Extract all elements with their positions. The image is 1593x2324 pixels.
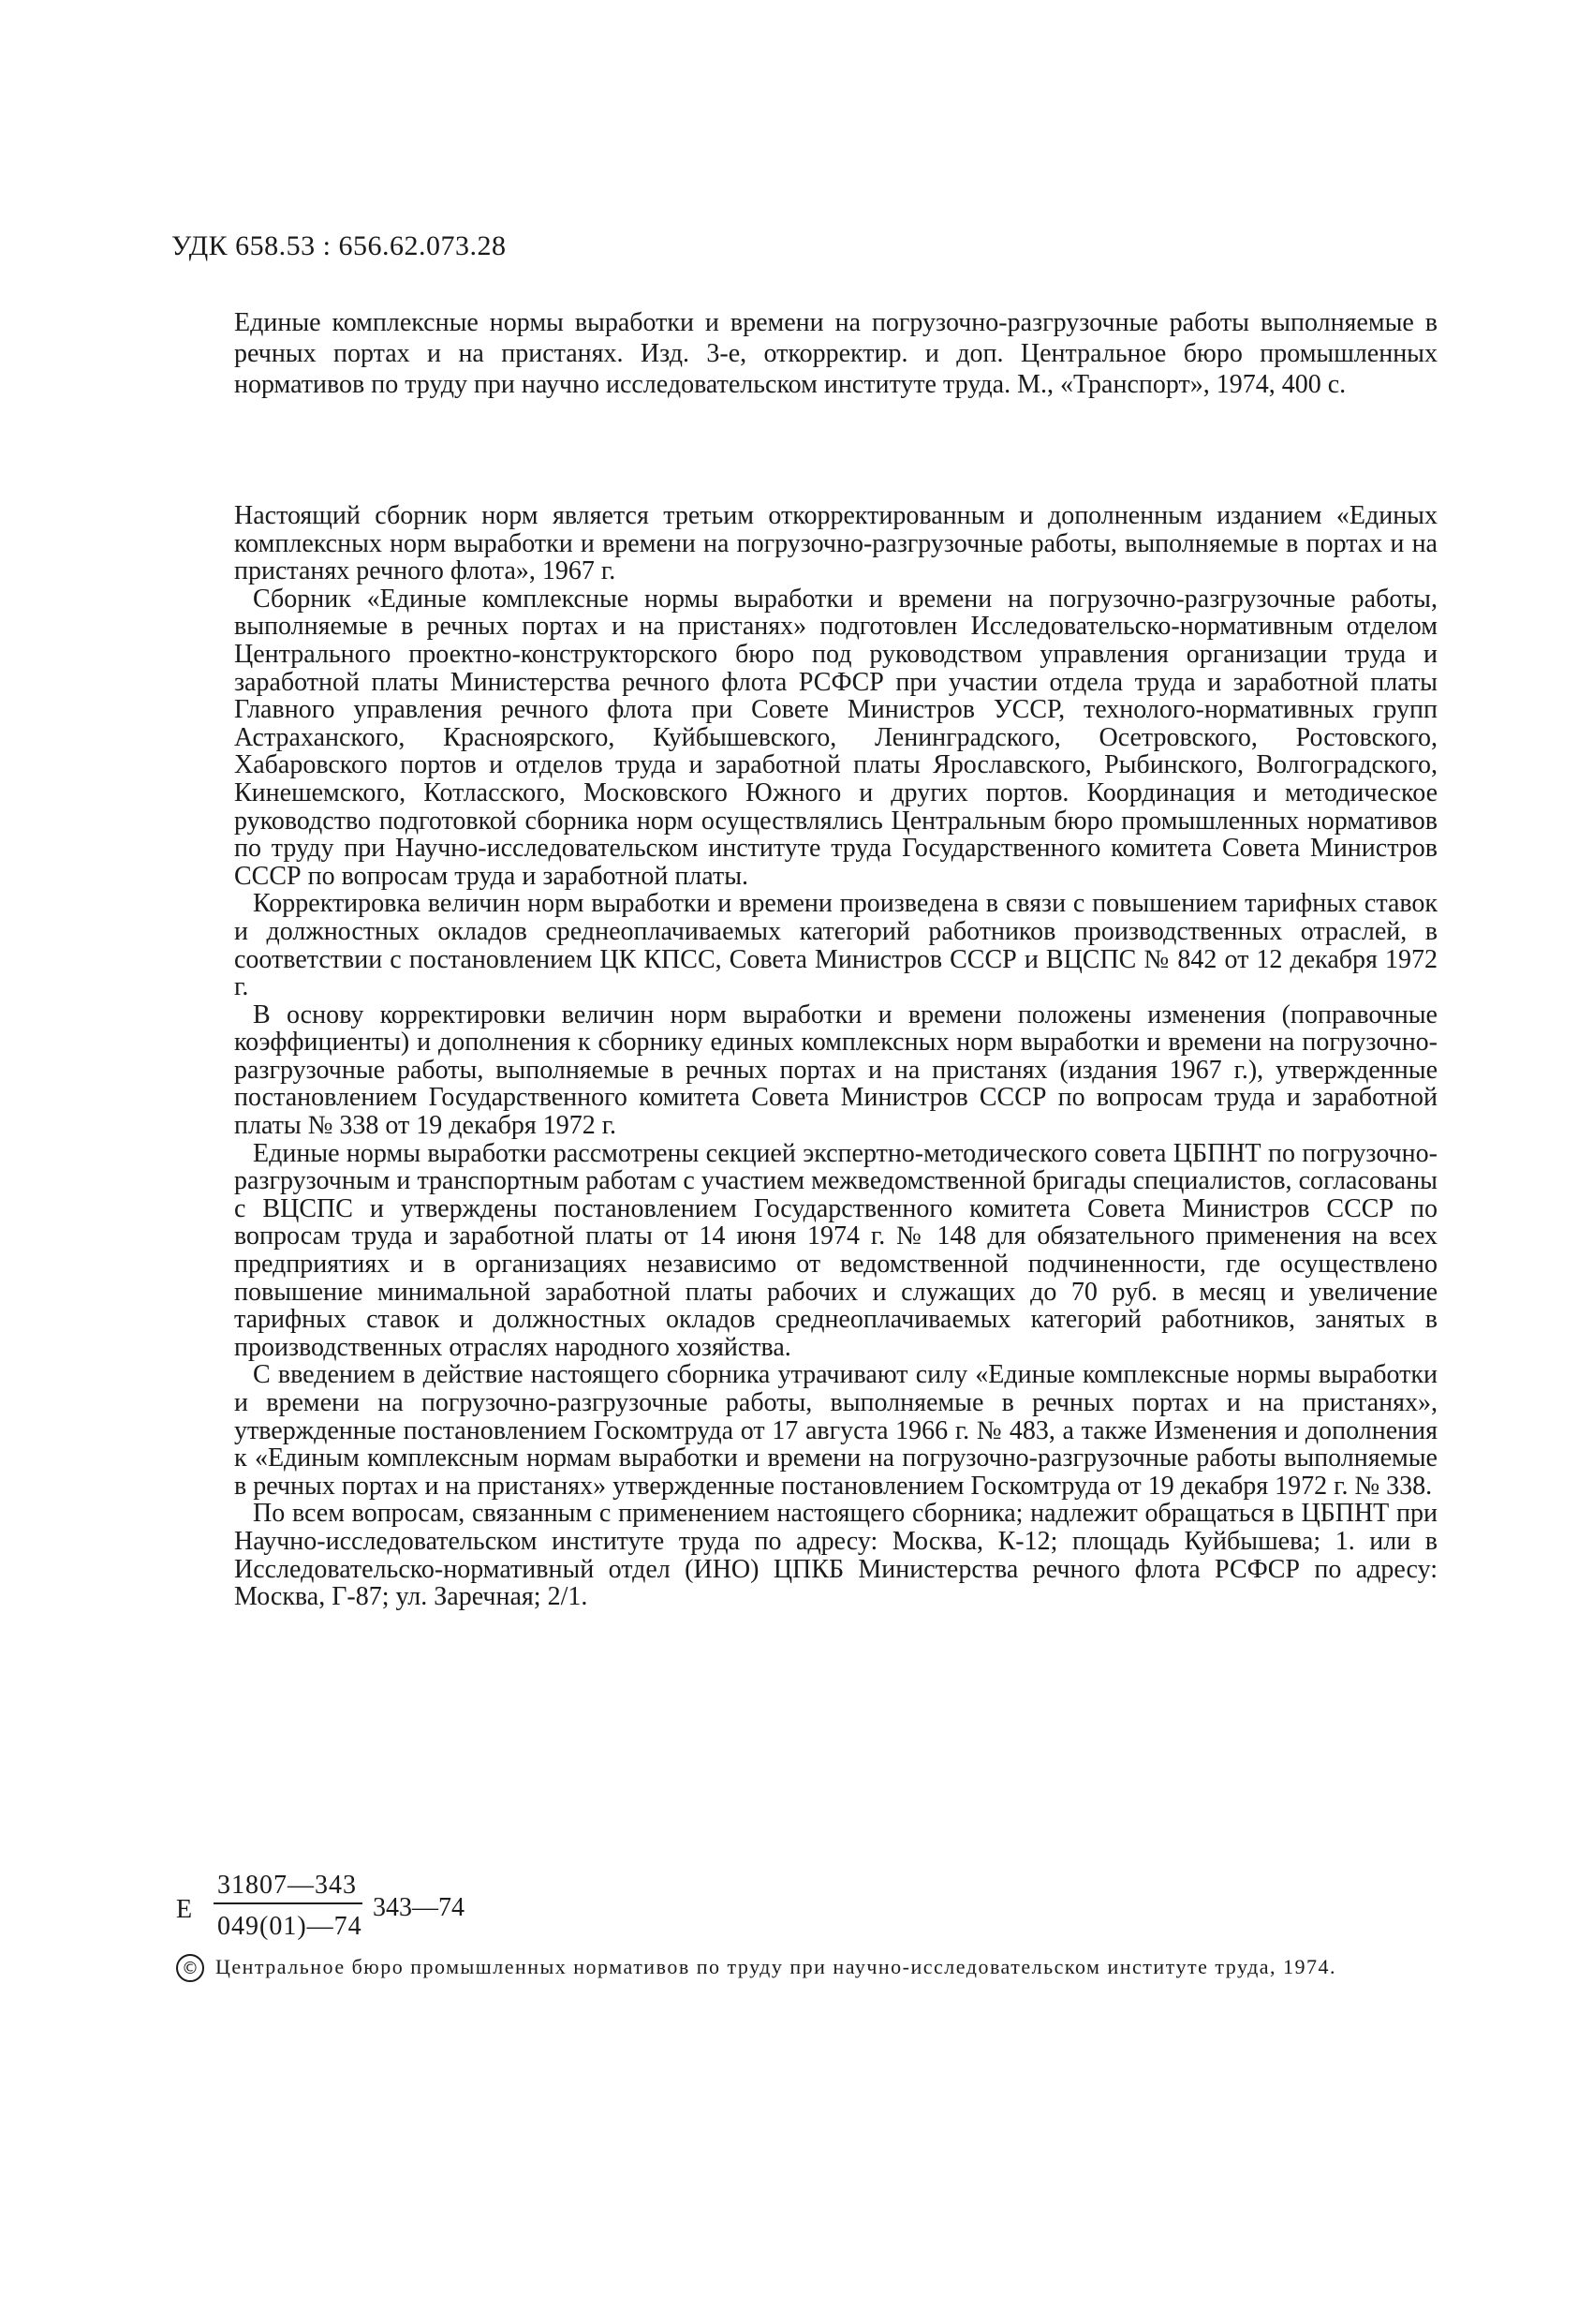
annotation-paragraph: По всем вопросам, связанным с применением настоящего сборника; надлежит обращаться в ЦБПНТ при Научно-исследовательском институте труда по адресу: Москва, К-12; площадь Куйбышева; 1. или в Исследовательско-нормативный отдел (ИНО) ЦПКБ Министерства речного флота РСФСР по адресу: Москва, Г-87; ул. Заречная; 2/1. [234, 1499, 1438, 1612]
annotation-paragraph: Корректировка величин норм выработки и времени произведена в связи с повышением тарифных ставок и должностных окладов среднеоплачиваемых категорий работников производственных отраслей, в соответствии с постановлением ЦК КПСС, Совета Министров СССР и ВЦСПС № 842 от 12 декабря 1972 г. [234, 889, 1438, 1002]
publication-code [176, 1871, 551, 1955]
annotation-paragraph: Сборник «Единые комплексные нормы выработки и времени на погрузочно-разгрузочные работы, выполняемые в речных портах и на пристанях» подготовлен Исследовательско-нормативным отделом Центрального проектно-конструкторского бюро под руководством управления организации труда и заработной платы Министерства речного флота РСФСР при участии отдела труда и заработной платы Главного управления речного флота при Совете Министров УССР, технолого-нормативных групп Астраханского, Красноярского, Куйбышевского, Ленинградского, Осетровского, Ростовского, Хабаровского портов и отделов труда и заработной платы Ярославского, Рыбинского, Волгоградского, Кинешемского, Котласского, Московского Южного и других портов. Координация и методическое руководство подготовкой сборника норм осуществлялись Центральным бюро промышленных нормативов по труду при Научно-исследовательском институте труда Государственного комитета Совета Министров СССР по вопросам труда и заработной платы. [234, 584, 1438, 891]
annotation-paragraph: С введением в действие настоящего сборника утрачивают силу «Единые комплексные нормы выработки и времени на погрузочно-разгрузочные работы, выполняемые в речных портах и на пристанях», утвержденные постановлением Госкомтруда от 17 августа 1966 г. № 483, а также Изменения и дополнения к «Единым комплексным нормам выработки и времени на погрузочно-разгрузочные работы выполняемые в речных портах и на пристанях» утвержденные постановлением Госкомтруда от 19 декабря 1972 г. № 338. [234, 1360, 1438, 1501]
udk-classification: УДК 658.53 : 656.62.073.28 [171, 230, 507, 261]
annotation-paragraph: В основу корректировки величин норм выработки и времени положены изменения (поправочные коэффициенты) и дополнения к сборнику единых комплексных норм выработки и времени на погрузочно-разгрузочные работы, выполняемые в речных портах и на пристанях (издания 1967 г.), утвержденные постановлением Государственного комитета Совета Министров СССР по вопросам труда и заработной платы № 338 от 19 декабря 1972 г. [234, 999, 1438, 1141]
code-suffix: 343—74 [373, 1893, 465, 1922]
copyright-icon: © [176, 1954, 204, 1982]
annotation-paragraph: Настоящий сборник норм является третьим откорректированным и дополненным изданием «Единых комплексных норм выработки и времени на погрузочно-разгрузочные работы, выполняемые в портах и на пристанях речного флота», 1967 г. [234, 501, 1438, 586]
code-numerator: 31807—343 [214, 1871, 362, 1904]
annotation-paragraph: Единые нормы выработки рассмотрены секцией экспертно-методического совета ЦБПНТ по погрузочно-разгрузочным и транспортным работам с участием межведомственной бригады специалистов, согласованы с ВЦСПС и утверждены постановлением Государственного комитета Совета Министров СССР по вопросам труда и заработной платы от 14 июня 1974 г. № 148 для обязательного применения на всех предприятиях и в организациях независимо от ведомственной подчиненности, где осуществлено повышение минимальной заработной платы рабочих и служащих до 70 руб. в месяц и увеличение тарифных ставок и должностных окладов среднеоплачиваемых категорий работников, занятых в производственных отраслях народного хозяйства. [234, 1138, 1438, 1362]
code-denominator: 049(01)—74 [217, 1912, 362, 1941]
code-prefix: Е [176, 1895, 193, 1924]
annotation-text [234, 502, 1438, 1611]
bibliographic-description: Единые комплексные нормы выработки и времени на погрузочно-разгрузочные работы выполняемые в речных портах и на пристанях. Изд. 3-е, откорректир. и доп. Центральное бюро промышленных нормативов по труду при научно исследовательском институте труда. М., «Транспорт», 1974, 400 с. [234, 308, 1438, 399]
copyright-text: Центральное бюро промышленных нормативов по труду при научно-исследовательском институте труда, 1974. [215, 1955, 1337, 1978]
